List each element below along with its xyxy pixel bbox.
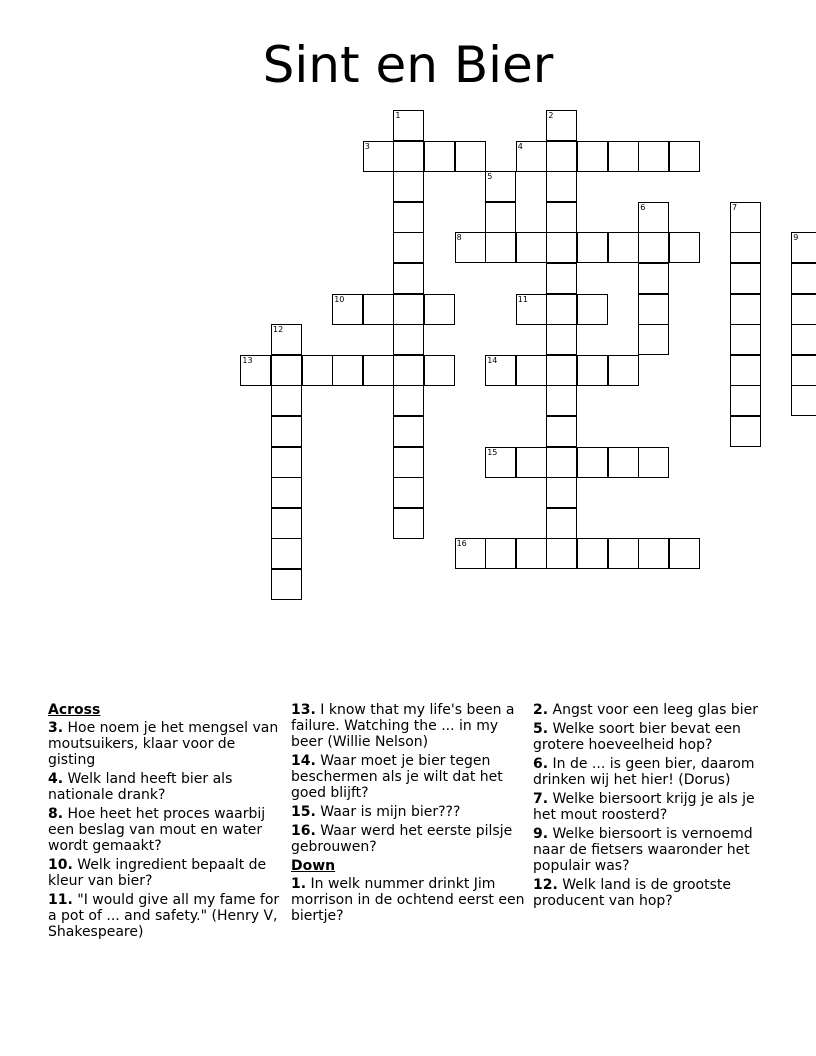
grid-cell[interactable] bbox=[730, 263, 761, 294]
clue-text: Hoe heet het proces waarbij een beslag van mout en water wordt gemaakt? bbox=[48, 806, 266, 854]
grid-cell[interactable] bbox=[730, 355, 761, 386]
grid-cell[interactable] bbox=[577, 355, 608, 386]
grid-cell[interactable] bbox=[516, 294, 547, 325]
grid-cell[interactable] bbox=[546, 477, 577, 508]
grid-cell[interactable] bbox=[455, 538, 486, 569]
grid-cell[interactable] bbox=[638, 232, 669, 263]
grid-cell[interactable] bbox=[638, 447, 669, 478]
grid-cell[interactable] bbox=[516, 447, 547, 478]
clue-number-label: 6 bbox=[640, 202, 646, 212]
clue-number: 16. bbox=[291, 823, 316, 839]
clue-text: Waar is mijn bier??? bbox=[320, 804, 461, 820]
grid-cell[interactable] bbox=[546, 355, 577, 386]
clue-number: 12. bbox=[533, 877, 558, 893]
clue-column-2 bbox=[291, 702, 526, 927]
clue-text: In welk nummer drinkt Jim morrison in de ochtend eerst een biertje? bbox=[291, 876, 525, 924]
clue-text: Welk land heeft bier als nationale drank? bbox=[48, 771, 233, 803]
grid-cell[interactable] bbox=[455, 232, 486, 263]
grid-cell[interactable] bbox=[638, 324, 669, 355]
clue-number-label: 2 bbox=[548, 111, 554, 120]
grid-cell[interactable] bbox=[271, 416, 302, 447]
clue-number: 6. bbox=[533, 756, 549, 772]
clue-number-label: 10 bbox=[334, 294, 345, 304]
clue-number: 5. bbox=[533, 721, 549, 737]
grid-cell[interactable] bbox=[424, 141, 455, 172]
grid-cell[interactable] bbox=[730, 416, 761, 447]
grid-cell[interactable] bbox=[516, 355, 547, 386]
grid-cell[interactable] bbox=[546, 294, 577, 325]
grid-cell[interactable] bbox=[546, 141, 577, 172]
grid-cell[interactable] bbox=[546, 538, 577, 569]
clue-number-label: 3 bbox=[364, 141, 370, 151]
grid-cell[interactable] bbox=[577, 294, 608, 325]
clue-across-16 bbox=[291, 823, 526, 855]
clue-number: 2. bbox=[533, 702, 549, 718]
grid-cell[interactable] bbox=[271, 324, 302, 355]
grid-cell[interactable] bbox=[608, 232, 639, 263]
clue-across-14 bbox=[291, 753, 526, 801]
grid-cell[interactable] bbox=[608, 538, 639, 569]
clue-across-8 bbox=[48, 806, 283, 854]
grid-cell[interactable] bbox=[730, 324, 761, 355]
grid-cell[interactable] bbox=[638, 294, 669, 325]
clue-number: 11. bbox=[48, 892, 73, 908]
grid-cell[interactable] bbox=[638, 263, 669, 294]
page-title: Sint en Bier bbox=[262, 36, 554, 94]
grid-cell[interactable] bbox=[240, 355, 271, 386]
clue-number: 8. bbox=[48, 806, 64, 822]
grid-cell[interactable] bbox=[485, 202, 516, 233]
clue-number: 7. bbox=[533, 791, 549, 807]
clue-number: 3. bbox=[48, 720, 64, 736]
grid-cell[interactable] bbox=[393, 447, 424, 478]
grid-cell[interactable] bbox=[393, 508, 424, 539]
clue-text: Welke soort bier bevat een grotere hoeveelheid hop? bbox=[533, 721, 741, 753]
grid-cell[interactable] bbox=[638, 141, 669, 172]
grid-cell[interactable] bbox=[363, 141, 394, 172]
clue-down-7 bbox=[533, 791, 773, 823]
clue-down-1 bbox=[291, 876, 526, 924]
grid-cell[interactable] bbox=[791, 263, 816, 294]
clue-down-9 bbox=[533, 826, 773, 874]
grid-cell[interactable] bbox=[546, 110, 577, 141]
grid-cell[interactable] bbox=[638, 202, 669, 233]
clue-down-6 bbox=[533, 756, 773, 788]
clue-down-2 bbox=[533, 702, 773, 718]
grid-cell[interactable] bbox=[546, 508, 577, 539]
grid-cell[interactable] bbox=[791, 324, 816, 355]
down-heading: Down bbox=[291, 858, 336, 874]
clue-number: 9. bbox=[533, 826, 549, 842]
grid-cell[interactable] bbox=[393, 202, 424, 233]
grid-cell[interactable] bbox=[393, 141, 424, 172]
grid-cell[interactable] bbox=[393, 355, 424, 386]
clue-down-12 bbox=[533, 877, 773, 909]
grid-cell[interactable] bbox=[302, 355, 333, 386]
grid-cell[interactable] bbox=[791, 232, 816, 263]
grid-cell[interactable] bbox=[546, 263, 577, 294]
clue-text: Waar moet je bier tegen beschermen als je wilt dat het goed blijft? bbox=[291, 753, 503, 801]
grid-cell[interactable] bbox=[271, 538, 302, 569]
clue-number-label: 8 bbox=[456, 233, 462, 243]
clue-text: Waar werd het eerste pilsje gebrouwen? bbox=[291, 823, 513, 855]
clue-across-11 bbox=[48, 892, 283, 940]
clue-number-label: 11 bbox=[517, 294, 528, 304]
grid-cell[interactable] bbox=[485, 232, 516, 263]
grid-cell[interactable] bbox=[363, 355, 394, 386]
grid-cell[interactable] bbox=[791, 294, 816, 325]
clue-number-label: 16 bbox=[456, 539, 467, 549]
grid-cell[interactable] bbox=[730, 294, 761, 325]
grid-cell[interactable] bbox=[393, 294, 424, 325]
clue-text: Welk land is de grootste producent van hop? bbox=[533, 877, 731, 909]
clue-text: Angst voor een leeg glas bier bbox=[552, 702, 758, 718]
grid-cell[interactable] bbox=[271, 477, 302, 508]
grid-cell[interactable] bbox=[546, 416, 577, 447]
grid-cell[interactable] bbox=[332, 294, 363, 325]
clue-column-3 bbox=[533, 702, 773, 912]
grid-cell[interactable] bbox=[546, 447, 577, 478]
grid-cell[interactable] bbox=[669, 141, 700, 172]
grid-cell[interactable] bbox=[393, 171, 424, 202]
grid-cell[interactable] bbox=[271, 385, 302, 416]
clue-column-1 bbox=[48, 702, 283, 943]
clue-text: I know that my life's been a failure. Watching the ... in my beer (Willie Nelson) bbox=[291, 702, 515, 750]
clue-number: 10. bbox=[48, 857, 73, 873]
grid-cell[interactable] bbox=[669, 538, 700, 569]
grid-cell[interactable] bbox=[485, 171, 516, 202]
clue-number: 15. bbox=[291, 804, 316, 820]
grid-cell[interactable] bbox=[393, 263, 424, 294]
grid-cell[interactable] bbox=[485, 355, 516, 386]
grid-cell[interactable] bbox=[393, 324, 424, 355]
grid-cell[interactable] bbox=[363, 294, 394, 325]
clue-number-label: 15 bbox=[487, 447, 498, 457]
clue-text: Welke biersoort krijg je als je het mout roosterd? bbox=[533, 791, 755, 823]
clue-across-13 bbox=[291, 702, 526, 750]
grid-cell[interactable] bbox=[669, 232, 700, 263]
clue-number-label: 14 bbox=[487, 355, 498, 365]
grid-cell[interactable] bbox=[577, 447, 608, 478]
grid-cell[interactable] bbox=[393, 385, 424, 416]
grid-cell[interactable] bbox=[393, 232, 424, 263]
clue-text: Hoe noem je het mengsel van moutsuikers, klaar voor de gisting bbox=[48, 720, 279, 768]
clue-number-label: 4 bbox=[517, 141, 523, 151]
grid-cell[interactable] bbox=[730, 202, 761, 233]
grid-cell[interactable] bbox=[546, 171, 577, 202]
clue-number: 14. bbox=[291, 753, 316, 769]
grid-cell[interactable] bbox=[546, 232, 577, 263]
grid-cell[interactable] bbox=[393, 110, 424, 141]
grid-cell[interactable] bbox=[546, 202, 577, 233]
grid-cell[interactable] bbox=[608, 447, 639, 478]
grid-cell[interactable] bbox=[730, 385, 761, 416]
clue-across-15 bbox=[291, 804, 526, 820]
grid-cell[interactable] bbox=[393, 416, 424, 447]
grid-cell[interactable] bbox=[271, 569, 302, 600]
clue-number: 1. bbox=[291, 876, 307, 892]
clue-across-10 bbox=[48, 857, 283, 889]
clue-text: Welke biersoort is vernoemd naar de fietsers waaronder het populair was? bbox=[533, 826, 753, 874]
grid-cell[interactable] bbox=[577, 232, 608, 263]
clue-across-3 bbox=[48, 720, 283, 768]
grid-cell[interactable] bbox=[485, 447, 516, 478]
grid-cell[interactable] bbox=[608, 355, 639, 386]
clue-text: In de ... is geen bier, daarom drinken wij het hier! (Dorus) bbox=[533, 756, 755, 788]
grid-cell[interactable] bbox=[516, 232, 547, 263]
grid-cell[interactable] bbox=[791, 355, 816, 386]
clue-number-label: 1 bbox=[395, 111, 401, 120]
clue-number: 4. bbox=[48, 771, 64, 787]
clue-down-5 bbox=[533, 721, 773, 753]
clue-number: 13. bbox=[291, 702, 316, 718]
clue-text: "I would give all my fame for a pot of ... and safety." (Henry V, Shakespeare) bbox=[48, 892, 280, 940]
grid-cell[interactable] bbox=[791, 385, 816, 416]
grid-cell[interactable] bbox=[516, 538, 547, 569]
clue-number-label: 5 bbox=[487, 172, 493, 182]
grid-cell[interactable] bbox=[638, 538, 669, 569]
clue-number-label: 12 bbox=[273, 325, 284, 335]
grid-cell[interactable] bbox=[546, 324, 577, 355]
grid-cell[interactable] bbox=[577, 538, 608, 569]
grid-cell[interactable] bbox=[424, 294, 455, 325]
across-heading: Across bbox=[48, 702, 101, 718]
clue-number-label: 13 bbox=[242, 355, 253, 365]
grid-cell[interactable] bbox=[455, 141, 486, 172]
grid-cell[interactable] bbox=[730, 232, 761, 263]
grid-cell[interactable] bbox=[271, 508, 302, 539]
grid-cell[interactable] bbox=[271, 355, 302, 386]
grid-cell[interactable] bbox=[516, 141, 547, 172]
grid-cell[interactable] bbox=[271, 447, 302, 478]
grid-cell[interactable] bbox=[485, 538, 516, 569]
grid-cell[interactable] bbox=[608, 141, 639, 172]
clue-number-label: 7 bbox=[732, 202, 738, 212]
grid-cell[interactable] bbox=[424, 355, 455, 386]
grid-cell[interactable] bbox=[546, 385, 577, 416]
grid-cell[interactable] bbox=[577, 141, 608, 172]
grid-cell[interactable] bbox=[393, 477, 424, 508]
clue-text: Welk ingredient bepaalt de kleur van bier? bbox=[48, 857, 267, 889]
grid-cell[interactable] bbox=[332, 355, 363, 386]
clue-number-label: 9 bbox=[793, 233, 799, 243]
clue-across-4 bbox=[48, 771, 283, 803]
